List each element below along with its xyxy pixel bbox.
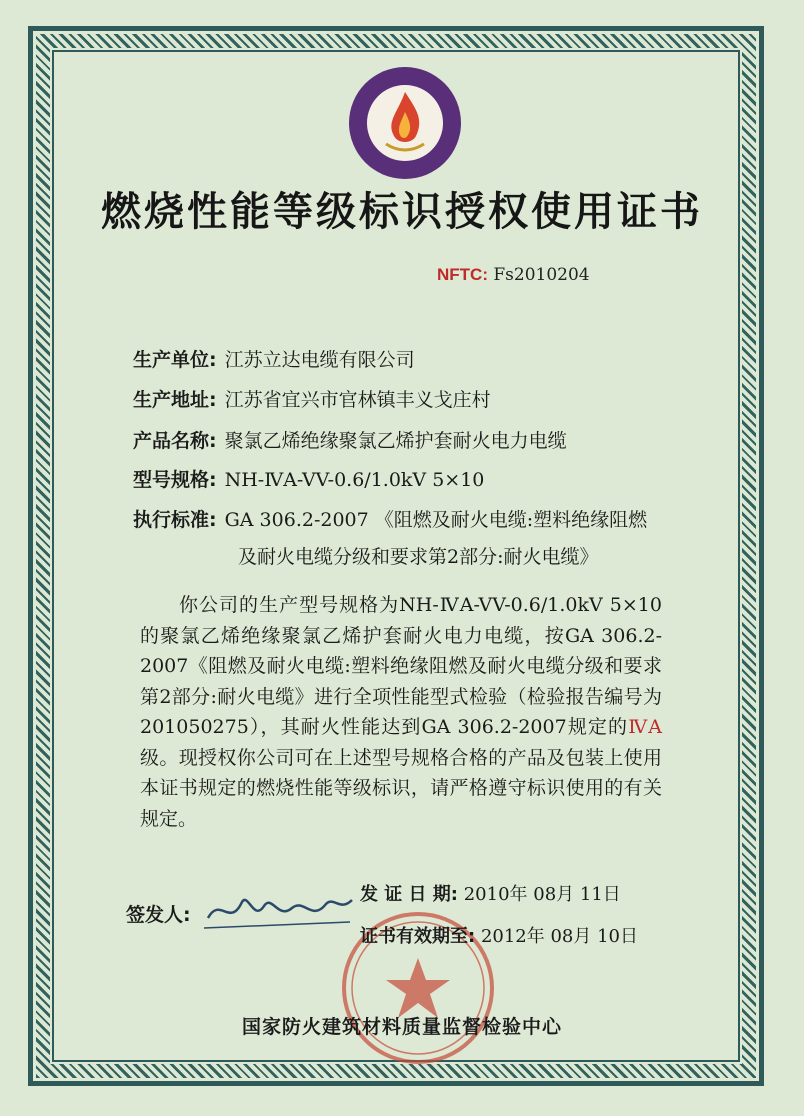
certificate-body [140,590,662,834]
field-key: 生产地址: [133,389,217,411]
signer-label: 签发人: [126,904,191,926]
field-value: GA 306.2-2007 《阻燃及耐火电缆:塑料绝缘阻燃 [224,509,648,531]
valid-until-label: 证书有效期至: [360,926,476,947]
field-key: 产品名称: [133,430,217,452]
body-text-1: 你公司的生产型号规格为NH-ⅣA-VV-0.6/1.0kV 5×10的聚氯乙烯绝缘聚氯乙烯护套耐火电力电缆，按GA 306.2-2007《阻燃及耐火电缆:塑料绝缘阻燃及耐火电缆分级和要求第2部分:耐火电缆》进行全项性能型式检验（检验报告编号为201050275），其耐火性能达到GA 306.2-2007规定的 [140,594,662,738]
grade-text: ⅣA [628,716,663,738]
signature-icon [200,878,360,938]
field-value: 聚氯乙烯绝缘聚氯乙烯护套耐火电力电缆 [224,430,567,452]
field-key: 执行标准: [133,509,217,531]
field-key: 生产单位: [133,349,217,371]
certificate-code [437,265,590,285]
code-label: NFTC: [437,265,488,284]
code-value: Fs2010204 [493,265,590,285]
field-key: 型号规格: [133,469,217,491]
field-value: 江苏立达电缆有限公司 [224,349,415,371]
issue-date [360,880,621,906]
field-value: NH-ⅣA-VV-0.6/1.0kV 5×10 [224,469,485,491]
valid-until-value: 2012年 08月 10日 [480,926,638,947]
valid-until [360,922,638,948]
issue-date-label: 发 证 日 期: [360,884,458,905]
issue-date-value: 2010年 08月 11日 [463,884,621,905]
field-address [133,385,491,412]
body-text-2: 级。现授权你公司可在上述型号规格合格的产品及包装上使用本证书规定的燃烧性能等级标识，请严格遵守标识使用的有关规定。 [140,746,662,830]
standard-continued: 及耐火电缆分级和要求第2部分:耐火电缆》 [238,546,599,568]
field-product [133,426,567,453]
field-standard [133,505,647,532]
field-manufacturer [133,345,415,372]
field-model [133,465,484,492]
national-center-logo-icon [346,64,464,182]
certificate-title: 燃烧性能等级标识授权使用证书 [101,189,703,235]
issuing-authority: 国家防火建筑材料质量监督检验中心 [241,1016,562,1038]
body-paragraph [140,590,662,834]
field-value: 江苏省宜兴市官林镇丰义戈庄村 [224,389,491,411]
